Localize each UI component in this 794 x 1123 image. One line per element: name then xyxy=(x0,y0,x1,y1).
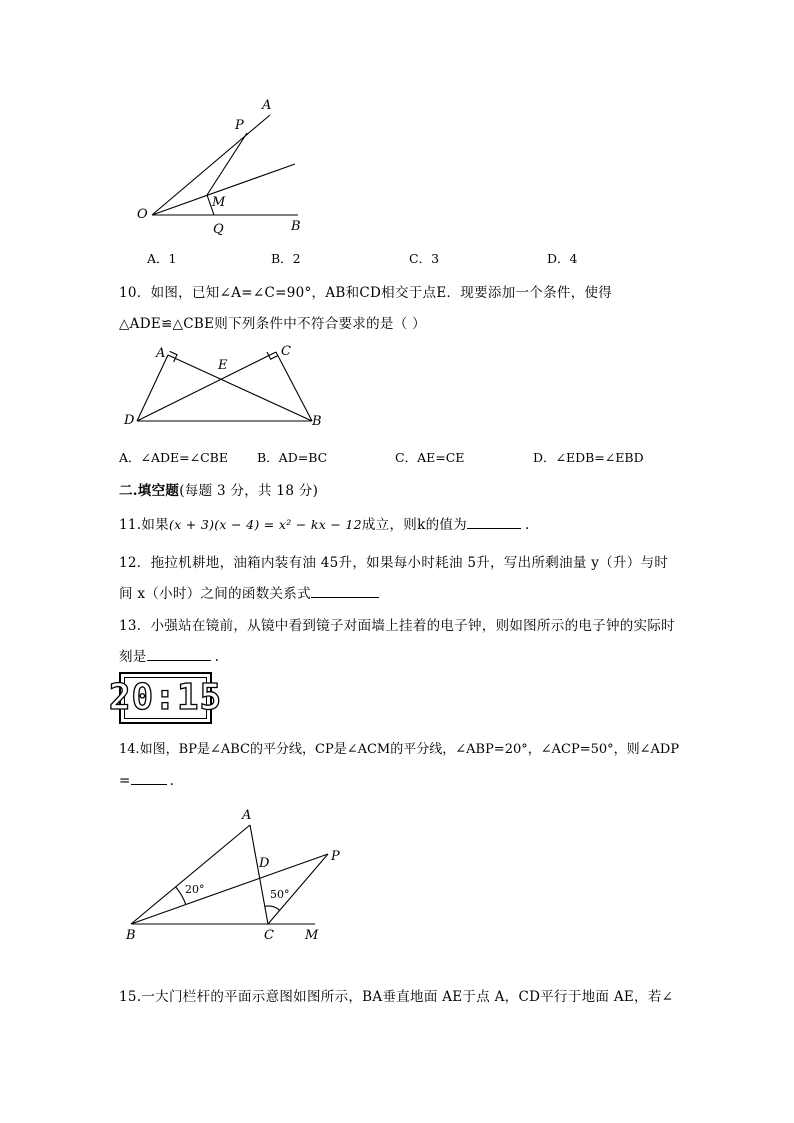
q11-end: . xyxy=(524,517,530,533)
fig14-label-a: A xyxy=(242,808,252,823)
q11-suffix: 成立，则k的值为 xyxy=(361,517,467,533)
q14-end: . xyxy=(169,773,175,789)
fig14-label-c: C xyxy=(264,928,274,943)
section-title: 二.填空题 xyxy=(119,483,180,499)
segment-ac xyxy=(250,825,268,924)
fig9-label-a: A xyxy=(262,98,272,113)
q13-line-1: 13．小强站在镜前，从镜中看到镜子对面墙上挂着的电子钟，则如图所示的电子钟的实际时 xyxy=(119,618,675,634)
q14-line-1: 14.如图，BP是∠ABC的平分线，CP是∠ACM的平分线，∠ABP=20°，∠ACP=50°，则∠ADP xyxy=(119,742,680,757)
q13-end: . xyxy=(214,649,220,665)
q10-option-b: B．AD=BC xyxy=(257,450,328,465)
fig9-label-q: Q xyxy=(213,222,224,237)
q11-formula: (x + 3)(x − 4) = x² − kx − 12 xyxy=(168,517,362,532)
q10-option-a: A．∠ADE=∠CBE xyxy=(119,450,228,465)
fig10-label-d: D xyxy=(124,413,135,428)
fig14-label-d: D xyxy=(259,856,270,871)
fig10-label-a: A xyxy=(156,346,166,361)
q10-option-d: D．∠EDB=∠EBD xyxy=(533,450,644,465)
q12-line-1: 12．拖拉机耕地，油箱内装有油 45升，如果每小时耗油 5升，写出所剩油量 y（升）与时 xyxy=(119,555,669,571)
q11-prefix: 11.如果 xyxy=(119,517,169,533)
q12-line-2-text: 间 x（小时）之间的函数关系式 xyxy=(119,586,311,602)
fig9-label-o: O xyxy=(137,207,148,222)
q9-option-a: A．1 xyxy=(147,251,177,266)
clock-digits: 20:15 xyxy=(108,677,223,718)
fig14-label-b: B xyxy=(126,928,136,943)
q13-line-2-text: 刻是 xyxy=(119,649,147,665)
q15-line-1: 15.一大门栏杆的平面示意图如图所示，BA垂直地面 AE于点 A，CD平行于地面 AE，若∠ xyxy=(119,989,674,1005)
fig10-label-c: C xyxy=(281,344,291,359)
q10-line-2: △ADE≌△CBE则下列条件中不符合要求的是（ ） xyxy=(119,316,426,332)
q10-option-c: C．AE=CE xyxy=(395,450,465,465)
fig10-label-e: E xyxy=(218,358,228,373)
fig9-label-p: P xyxy=(235,118,244,133)
angle-arc-acp xyxy=(265,906,280,910)
q9-option-c: C．3 xyxy=(409,251,440,266)
segment-ba xyxy=(131,825,250,924)
q9-option-b: B．2 xyxy=(271,251,301,266)
section-note: (每题 3 分，共 18 分) xyxy=(179,483,319,499)
fig14-label-m: M xyxy=(305,928,319,943)
fig10-label-b: B xyxy=(312,414,322,429)
angle-label-acp: 50° xyxy=(270,888,290,901)
fig9-label-b: B xyxy=(291,219,301,234)
q10-line-1: 10．如图，已知∠A=∠C=90°，AB和CD相交于点E．现要添加一个条件，使得 xyxy=(119,285,613,301)
fig9-label-m: M xyxy=(212,195,226,210)
angle-label-abp: 20° xyxy=(185,883,205,896)
fig14-label-p: P xyxy=(331,849,340,864)
q14-line-2-text: = xyxy=(119,773,131,789)
q9-option-d: D．4 xyxy=(547,251,578,266)
